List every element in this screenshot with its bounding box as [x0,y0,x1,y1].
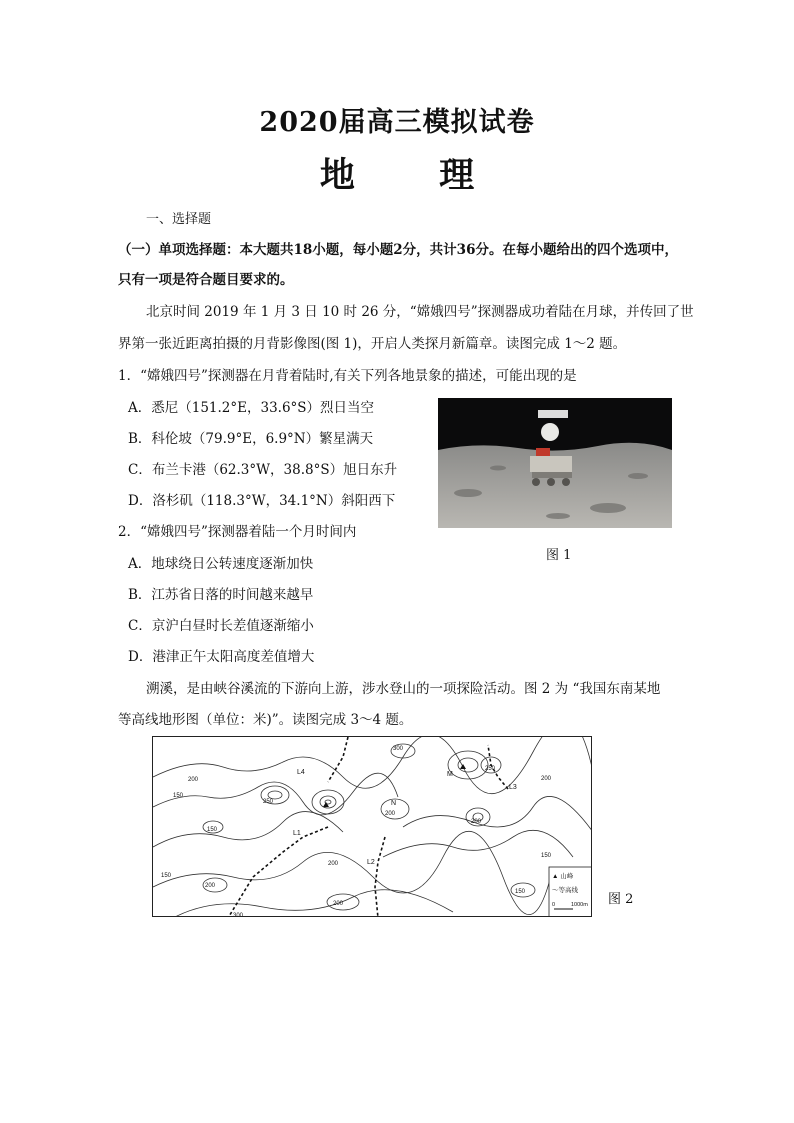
passage2-line-1: 溯溪，是由峡谷溪流的下游向上游，涉水登山的一项探险活动。图 2 为 “我国东南某地 [146,681,661,697]
contour-label: 150 [541,853,552,859]
passage2-line-2: 等高线地形图（单位：米)”。读图完成 3～4 题。 [118,712,413,728]
peak-marker [323,802,329,807]
label-l2: L2 [367,859,375,866]
contour-label: 250 [263,799,274,805]
contour-label: 200 [333,901,344,907]
contour-label: 300 [393,746,404,752]
question-2-option-b: B．江苏省日落的时间越来越早 [128,587,314,603]
peak-marker [460,764,466,769]
label-m: M [447,771,453,778]
contour-hill [458,758,478,772]
contour-label: 200 [328,861,339,867]
contour-label: 200 [188,777,199,783]
contour-line [153,831,556,914]
question-1-option-c: C．布兰卡港（62.3°W，38.8°S）旭日东升 [128,462,398,478]
passage1-line-1: 北京时间 2019 年 1 月 3 日 10 时 26 分，“嫦娥四号”探测器成功着陆在月球，并传回了世 [146,304,694,320]
figure-2-contour-map [152,736,592,917]
legend-contour: ～等高线 [552,887,578,894]
contour-line [153,812,343,847]
route-l4 [328,737,348,782]
question-2-stem: 2．“嫦娥四号”探测器着陆一个月时间内 [118,524,357,540]
label-l3: L3 [509,784,517,791]
exam-title: 2020届高三模拟试卷 [259,107,535,138]
route-l2 [375,837,385,917]
question-2-option-a: A．地球绕日公转速度逐渐加快 [128,556,314,572]
question-2-option-c: C．京沪白昼时长差值逐渐缩小 [128,618,314,634]
contour-hill [268,791,282,799]
passage1-line-2: 界第一张近距离拍摄的月背影像图(图 1)，开启人类探月新篇章。读图完成 1～2 题。 [118,336,627,352]
question-2-option-d: D．港津正午太阳高度差值增大 [128,649,315,665]
question-1-option-b: B．科伦坡（79.9°E，6.9°N）繁星满天 [128,431,374,447]
section-heading: 一、选择题 [146,212,212,227]
legend-scale-end: 1000m [571,902,588,908]
figure-1-caption: 图 1 [546,548,572,563]
question-1-option-a: A．悉尼（151.2°E，33.6°S）烈日当空 [128,400,375,416]
map-legend [549,867,592,917]
contour-line [173,890,453,917]
contour-label: 150 [207,827,218,833]
figure-2-caption: 图 2 [608,892,634,907]
subject-title: 地 理 [319,155,511,196]
contour-line [153,737,592,794]
contour-label: 250 [485,766,496,772]
contour-hill [448,751,488,779]
contour-label: 200 [205,883,216,889]
instruction-line-2: 只有一项是符合题目要求的。 [118,272,294,288]
legend-scale-zero: 0 [552,902,556,908]
label-l1: L1 [293,830,301,837]
instruction-line-1: （一）单项选择题：本大题共18小题，每小题2分，共计36分。在每小题给出的四个选项中， [118,242,678,258]
contour-label: 150 [161,873,172,879]
contour-line [403,796,592,832]
contour-label: 200 [385,811,396,817]
question-1-option-d: D．洛杉矶（118.3°W，34.1°N）斜阳西下 [128,493,396,509]
label-n: N [391,800,397,807]
legend-peak: ▲ 山峰 [552,873,574,880]
contour-hill [312,790,344,814]
question-1-stem: 1．“嫦娥四号”探测器在月背着陆时,有关下列各地景象的描述，可能出现的是 [118,368,577,384]
contour-label: 200 [471,819,482,825]
label-l4: L4 [297,769,305,776]
contour-label: 300 [233,913,244,917]
contour-label: 150 [173,793,184,799]
contour-label: 150 [515,889,526,895]
figure-1-lunar-photo [438,398,672,528]
contour-label: 200 [541,776,552,782]
route-l1 [228,827,328,917]
